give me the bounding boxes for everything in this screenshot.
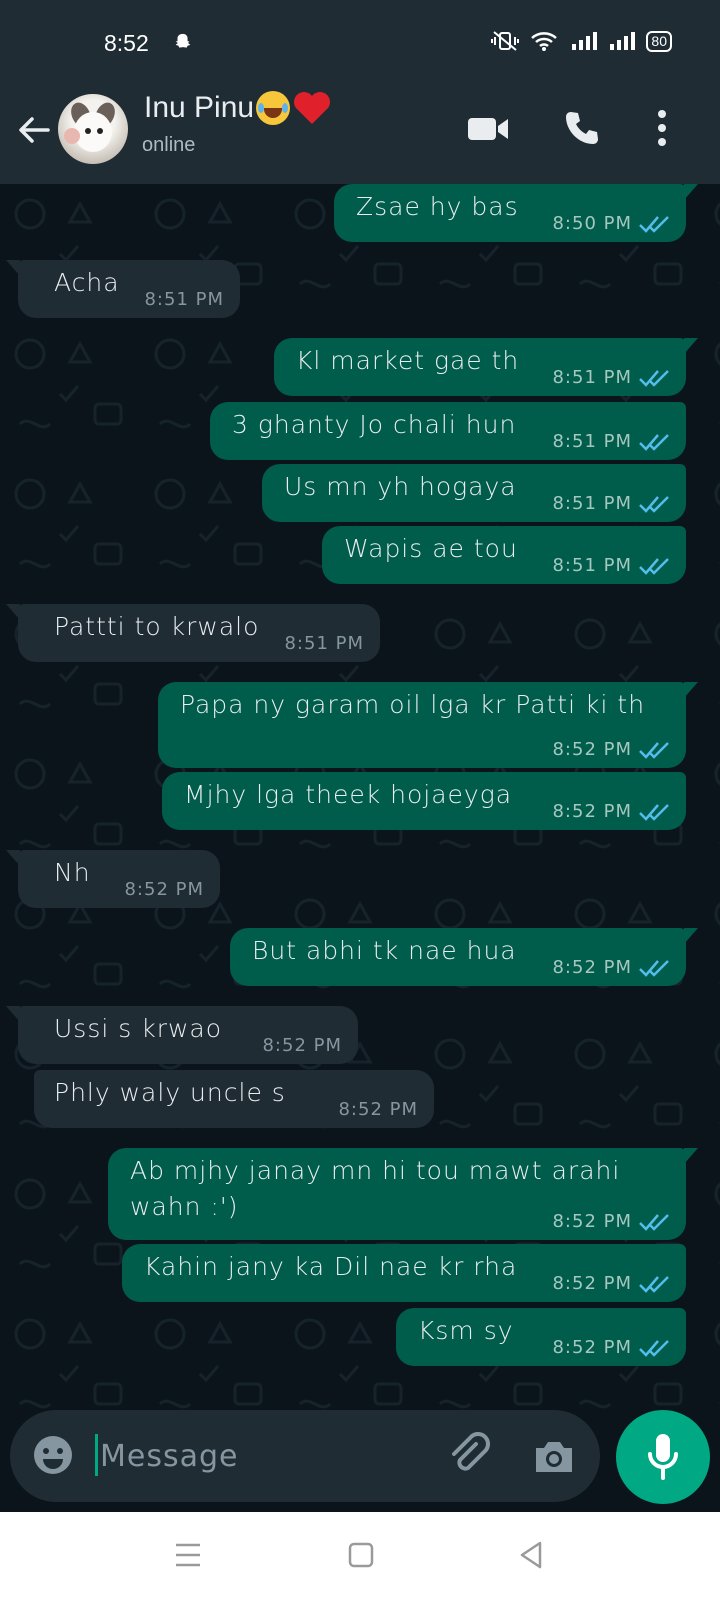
message-time: 8:51 PM	[552, 493, 632, 514]
message-text: Kl market gae th	[296, 346, 520, 375]
emoji-icon[interactable]	[32, 1434, 74, 1476]
message-time: 8:52 PM	[338, 1099, 418, 1120]
back-arrow-icon[interactable]	[14, 110, 54, 150]
chat-area[interactable]	[0, 184, 720, 1416]
microphone-icon	[646, 1432, 680, 1482]
system-nav-bar	[0, 1512, 720, 1600]
bubble-tail	[6, 850, 20, 866]
wifi-icon	[530, 30, 560, 52]
video-call-icon[interactable]	[466, 112, 510, 146]
message-bubble[interactable]	[158, 682, 686, 768]
message-time: 8:51 PM	[552, 367, 632, 388]
message-text: Ksm sy	[418, 1316, 514, 1345]
bubble-tail	[6, 260, 20, 276]
chat-header	[0, 86, 720, 184]
bubble-tail	[6, 1006, 20, 1022]
read-ticks-icon	[638, 556, 670, 576]
contact-avatar[interactable]	[58, 94, 128, 164]
message-text: Phly waly uncle s	[54, 1078, 286, 1107]
read-ticks-icon	[638, 1212, 670, 1232]
message-text: Papa ny garam oil lga kr Patti ki th	[180, 690, 646, 719]
status-time: 8:52	[104, 30, 149, 56]
message-time: 8:51 PM	[552, 431, 632, 452]
message-time: 8:52 PM	[262, 1035, 342, 1056]
message-bubble[interactable]	[18, 260, 240, 318]
message-text: Ussi s krwao	[54, 1014, 223, 1043]
status-icons	[490, 30, 672, 52]
message-text: Pattti to krwalo	[54, 612, 260, 641]
signal-icon	[570, 30, 598, 52]
message-text: But abhi tk nae hua	[252, 936, 517, 965]
message-text: Us mn yh hogaya	[284, 472, 517, 501]
message-time: 8:52 PM	[124, 879, 204, 900]
message-bubble[interactable]	[274, 338, 686, 396]
message-bubble[interactable]	[210, 402, 686, 460]
message-text: Mjhy lga theek hojaeyga	[184, 780, 513, 809]
text-caret	[95, 1434, 98, 1476]
message-text: Zsae hy bas	[356, 192, 519, 221]
contact-name[interactable]	[144, 90, 332, 126]
read-ticks-icon	[638, 958, 670, 978]
read-ticks-icon	[638, 1274, 670, 1294]
message-bubble[interactable]	[122, 1244, 686, 1302]
read-ticks-icon	[638, 802, 670, 822]
bubble-tail	[684, 338, 698, 354]
read-ticks-icon	[638, 432, 670, 452]
read-ticks-icon	[638, 740, 670, 760]
message-bubble[interactable]	[18, 604, 380, 662]
message-time: 8:51 PM	[144, 289, 224, 310]
message-time: 8:51 PM	[284, 633, 364, 654]
attach-icon[interactable]	[446, 1432, 492, 1478]
message-text-line2: wahn :')	[130, 1192, 239, 1221]
snapchat-icon	[172, 32, 194, 54]
message-time: 8:52 PM	[552, 957, 632, 978]
message-time: 8:52 PM	[552, 801, 632, 822]
message-text: Wapis ae tou	[344, 534, 518, 563]
message-bubble[interactable]	[108, 1148, 686, 1240]
voice-message-button[interactable]	[616, 1410, 710, 1504]
nav-back-icon[interactable]	[518, 1540, 544, 1570]
bubble-tail	[684, 1148, 698, 1164]
message-bubble[interactable]	[334, 184, 686, 242]
message-time: 8:52 PM	[552, 1337, 632, 1358]
camera-icon[interactable]	[532, 1436, 576, 1476]
message-time: 8:52 PM	[552, 1211, 632, 1232]
home-icon[interactable]	[348, 1542, 374, 1568]
read-ticks-icon	[638, 1338, 670, 1358]
message-bubble[interactable]	[396, 1308, 686, 1366]
signal-icon-2	[608, 30, 636, 52]
read-ticks-icon	[638, 494, 670, 514]
message-bubble[interactable]	[322, 526, 686, 584]
contact-status: online	[142, 134, 196, 156]
recents-menu-icon[interactable]	[174, 1542, 202, 1568]
battery-indicator: 80	[646, 31, 672, 52]
more-options-icon[interactable]	[650, 106, 674, 150]
message-text: 3 ghanty Jo chali hun	[232, 410, 517, 439]
message-bubble[interactable]	[230, 928, 686, 986]
message-bubble[interactable]	[262, 464, 686, 522]
message-bubble[interactable]	[34, 1070, 434, 1128]
voice-call-icon[interactable]	[562, 108, 602, 148]
message-time: 8:51 PM	[552, 555, 632, 576]
bubble-tail	[684, 682, 698, 698]
heart-emoji-icon	[292, 90, 332, 126]
message-bubble[interactable]	[162, 772, 686, 830]
message-text: Ab mjhy janay mn hi tou mawt arahi	[130, 1156, 621, 1185]
bubble-tail	[684, 928, 698, 944]
bubble-tail	[6, 604, 20, 620]
bubble-tail	[684, 184, 698, 200]
message-composer	[10, 1410, 600, 1502]
vibrate-mute-icon	[490, 30, 520, 52]
message-bubble[interactable]	[18, 1006, 358, 1064]
message-text: Acha	[54, 268, 120, 297]
message-time: 8:52 PM	[552, 1273, 632, 1294]
message-text: Kahin jany ka Dil nae kr rha	[144, 1252, 518, 1281]
read-ticks-icon	[638, 214, 670, 234]
contact-name-text: Inu Pinu	[144, 91, 255, 124]
laughing-emoji-icon	[256, 91, 290, 125]
message-time: 8:50 PM	[552, 213, 632, 234]
status-bar	[0, 0, 720, 86]
message-bubble[interactable]	[18, 850, 220, 908]
read-ticks-icon	[638, 368, 670, 388]
message-text: Nh	[54, 858, 91, 887]
message-input[interactable]	[100, 1432, 420, 1480]
message-time: 8:52 PM	[552, 739, 632, 760]
